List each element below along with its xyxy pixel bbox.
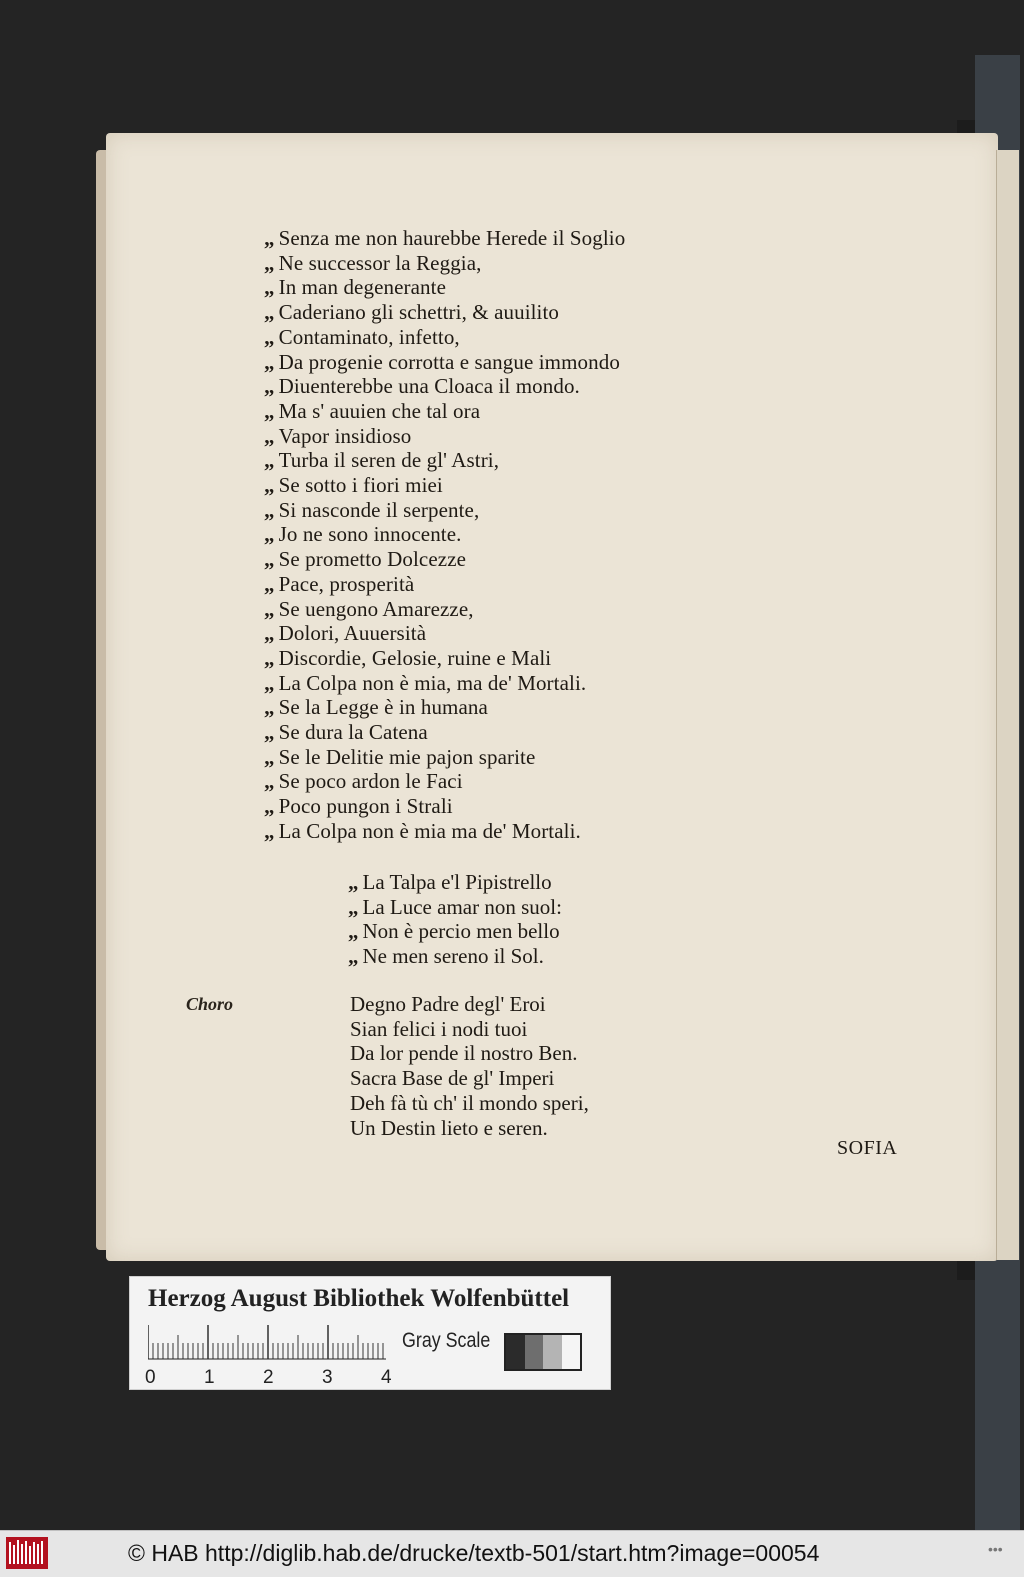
- verse-text: Se prometto Dolcezze: [278, 547, 467, 572]
- verse-line: [264, 720, 784, 745]
- library-name: Herzog August Bibliothek Wolfenbüttel: [148, 1285, 570, 1312]
- verse-text: Se poco ardon le Faci: [278, 769, 463, 794]
- ruler-number: 0: [145, 1367, 156, 1388]
- quote-mark: „: [264, 448, 275, 473]
- ruler-icon: [148, 1325, 388, 1365]
- chorus-line: Deh fà tù ch' il mondo speri,: [350, 1090, 589, 1115]
- next-page-edge: [996, 150, 1019, 1260]
- verse-text: Se sotto i fiori miei: [278, 473, 443, 498]
- quote-mark: „: [264, 621, 275, 646]
- quote-mark: „: [264, 769, 275, 794]
- verse-line: [264, 695, 784, 720]
- library-label-card: [129, 1276, 611, 1390]
- verse-line: [264, 572, 784, 597]
- verse-text: La Colpa non è mia ma de' Mortali.: [278, 818, 581, 843]
- verse-block: [264, 226, 784, 844]
- verse-text: Contaminato, infetto,: [278, 324, 460, 349]
- verse-text: In man degenerante: [278, 275, 446, 300]
- verse-text: Se la Legge è in humana: [278, 695, 488, 720]
- chorus-line: Sacra Base de gl' Imperi: [350, 1066, 555, 1091]
- quote-mark: „: [264, 374, 275, 399]
- more-options-icon[interactable]: •••: [988, 1541, 1003, 1557]
- verse-line: [348, 944, 688, 969]
- catchword: SOFIA: [837, 1137, 898, 1159]
- ruler-number: 4: [381, 1367, 392, 1388]
- chorus-block: [350, 992, 690, 1140]
- quote-mark: „: [264, 250, 275, 275]
- chorus-line: Degno Padre degl' Eroi: [350, 992, 546, 1016]
- verse-text: La Colpa non è mia, ma de' Mortali.: [278, 670, 587, 695]
- quote-mark: „: [264, 720, 275, 745]
- verse-line: [264, 597, 784, 622]
- quote-mark: „: [264, 522, 275, 547]
- quote-mark: „: [264, 473, 275, 498]
- verse-text: Jo ne sono innocente.: [278, 522, 462, 547]
- verse-line: [348, 919, 688, 944]
- verse-text: Ne men sereno il Sol.: [362, 944, 544, 969]
- chorus-line: Un Destin lieto e seren.: [350, 1115, 548, 1140]
- chorus-line: Da lor pende il nostro Ben.: [350, 1041, 578, 1066]
- verse-line: [264, 300, 784, 325]
- ruler-number: 1: [204, 1367, 215, 1388]
- verse-line: [264, 448, 784, 473]
- verse-line: [264, 325, 784, 350]
- quote-mark: „: [264, 398, 275, 423]
- verse-text: Non è percio men bello: [362, 919, 560, 944]
- quote-mark: „: [348, 919, 359, 944]
- gray-swatch: [562, 1335, 581, 1369]
- chorus-label: Choro: [186, 994, 234, 1014]
- verse-text: Se dura la Catena: [278, 720, 428, 745]
- verse-text: Si nasconde il serpente,: [278, 497, 480, 522]
- quote-mark: „: [264, 547, 275, 572]
- quote-mark: „: [264, 571, 275, 596]
- verse-line: [348, 895, 688, 920]
- ruler-number: 3: [322, 1367, 333, 1388]
- gray-swatch: [506, 1335, 525, 1369]
- gray-scale-label: Gray Scale: [402, 1329, 491, 1352]
- quote-mark: „: [264, 497, 275, 522]
- verse-text: Dolori, Auuersità: [278, 621, 427, 646]
- status-bar: [0, 1530, 1024, 1577]
- quote-mark: „: [264, 226, 275, 250]
- verse-text: Ne successor la Reggia,: [278, 250, 482, 275]
- verse-text: Pace, prosperità: [278, 571, 415, 596]
- verse-text: La Talpa e'l Pipistrello: [362, 870, 552, 894]
- verse-line: [264, 621, 784, 646]
- quote-mark: „: [264, 324, 275, 349]
- quote-mark: „: [348, 870, 359, 894]
- quote-mark: „: [264, 695, 275, 720]
- verse-line: [348, 870, 688, 895]
- quote-mark: „: [264, 596, 275, 621]
- verse-text: Diuenterebbe una Cloaca il mondo.: [278, 374, 580, 399]
- verse-line: [264, 350, 784, 375]
- verse-line: [264, 275, 784, 300]
- source-url[interactable]: © HAB http://diglib.hab.de/drucke/textb-501/start.htm?image=00054: [128, 1540, 820, 1566]
- verse-line: [264, 251, 784, 276]
- quote-mark: „: [264, 349, 275, 374]
- quote-mark: „: [264, 300, 275, 325]
- verse-text: Se uengono Amarezze,: [278, 596, 474, 621]
- verse-line: [264, 498, 784, 523]
- verse-text: Discordie, Gelosie, ruine e Mali: [278, 645, 552, 670]
- verse-line: [264, 745, 784, 770]
- chorus-line: Sian felici i nodi tuoi: [350, 1016, 528, 1041]
- verse-text: Vapor insidioso: [278, 423, 412, 448]
- quote-mark: „: [264, 645, 275, 670]
- verse-text: Da progenie corrotta e sangue immondo: [278, 349, 620, 374]
- quote-mark: „: [264, 670, 275, 695]
- gray-swatch: [543, 1335, 562, 1369]
- hab-logo-icon: [6, 1537, 48, 1569]
- verse-text: Senza me non haurebbe Herede il Soglio: [278, 226, 626, 250]
- quote-mark: „: [264, 744, 275, 769]
- verse-line: [264, 769, 784, 794]
- verse-text: Caderiano gli schettri, & auuilito: [278, 300, 560, 325]
- verse-text: Turba il seren de gl' Astri,: [278, 448, 500, 473]
- gray-scale-swatches: [504, 1333, 582, 1371]
- gray-swatch: [525, 1335, 544, 1369]
- verse-line: [264, 424, 784, 449]
- quote-mark: „: [264, 818, 275, 843]
- verse-line: [264, 547, 784, 572]
- stanza-block: [348, 870, 688, 969]
- quote-mark: „: [348, 944, 359, 969]
- verse-line: [264, 399, 784, 424]
- verse-line: [264, 473, 784, 498]
- verse-text: Ma s' auuien che tal ora: [278, 398, 481, 423]
- quote-mark: „: [264, 423, 275, 448]
- quote-mark: „: [264, 794, 275, 819]
- verse-line: [264, 374, 784, 399]
- ruler-number: 2: [263, 1367, 274, 1388]
- quote-mark: „: [264, 275, 275, 300]
- verse-line: [264, 794, 784, 819]
- verse-text: Se le Delitie mie pajon sparite: [278, 744, 536, 769]
- verse-line: [264, 226, 784, 251]
- verse-text: Poco pungon i Strali: [278, 794, 453, 819]
- verse-line: [264, 671, 784, 696]
- verse-line: [264, 646, 784, 671]
- quote-mark: „: [348, 894, 359, 919]
- verse-text: La Luce amar non suol:: [362, 894, 562, 919]
- verse-line: [264, 819, 784, 844]
- verse-line: [264, 522, 784, 547]
